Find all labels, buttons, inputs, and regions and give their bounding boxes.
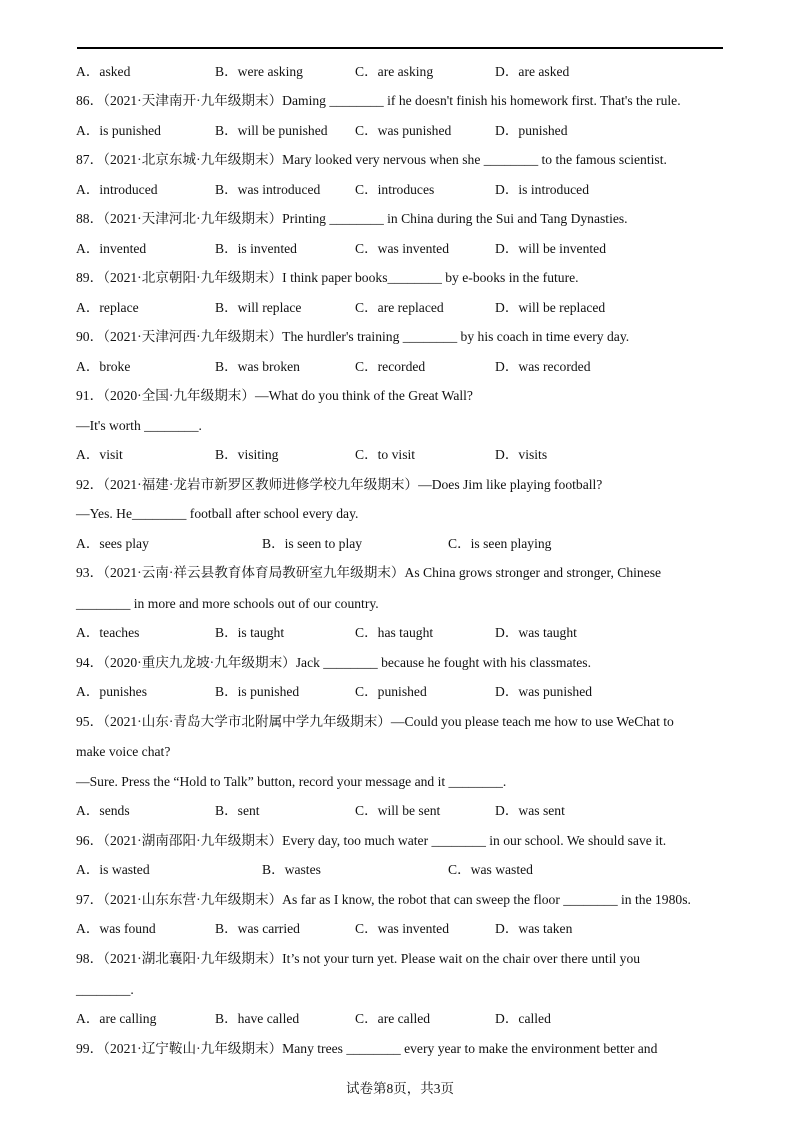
answer-option: D．will be invented	[495, 241, 606, 256]
answer-option: C．is seen playing	[448, 536, 552, 551]
answer-option: B．wastes	[262, 862, 321, 877]
answer-option: B．visiting	[215, 447, 279, 462]
question-text-line: 93．（2021·云南·祥云县教育体育局教研室九年级期末）As China grows stronger and stronger, Chinese	[76, 565, 662, 580]
answer-option: A．sends	[76, 803, 130, 818]
answer-option: A．broke	[76, 359, 131, 374]
answer-option: A．is wasted	[76, 862, 150, 877]
question-text-line: —Yes. He________ football after school every day.	[76, 506, 359, 521]
question-text-line: 99．（2021·辽宁鞍山·九年级期末）Many trees ________ every year to make the environment better and	[76, 1041, 658, 1056]
question-text-line: 95．（2021·山东·青岛大学市北附属中学九年级期末）—Could you please teach me how to use WeChat to	[76, 714, 674, 729]
question-text-line: 98．（2021·湖北襄阳·九年级期末）It’s not your turn yet. Please wait on the chair over there until you	[76, 951, 641, 966]
question-text-line: 86．（2021·天津南开·九年级期末）Daming ________ if he doesn't finish his homework first. That's the rule.	[76, 93, 681, 108]
answer-option: C．introduces	[355, 182, 435, 197]
answer-option: B．is punished	[215, 684, 300, 699]
answer-option: B．will be punished	[215, 123, 328, 138]
answer-option: A．invented	[76, 241, 147, 256]
answer-option: D．was taken	[495, 921, 573, 936]
answer-option: C．was punished	[355, 123, 452, 138]
answer-option: A．sees play	[76, 536, 149, 551]
answer-options-row	[76, 180, 730, 200]
answer-options-row	[76, 801, 730, 821]
answer-options-row	[76, 682, 730, 702]
answer-options-row	[76, 445, 730, 465]
answer-option: B．is invented	[215, 241, 297, 256]
answer-options-row	[76, 860, 730, 880]
answer-option: D．was sent	[495, 803, 565, 818]
answer-option: B．is taught	[215, 625, 285, 640]
answer-option: C．was invented	[355, 921, 450, 936]
answer-option: C．are called	[355, 1011, 431, 1026]
answer-option: C．are asking	[355, 64, 434, 79]
answer-options-row	[76, 623, 730, 643]
answer-options-row	[76, 1009, 730, 1029]
answer-options-row	[76, 534, 730, 554]
answer-option: B．was carried	[215, 921, 300, 936]
header-rule	[77, 47, 723, 49]
answer-options-row	[76, 239, 730, 259]
answer-options-row	[76, 357, 730, 377]
answer-option: B．will replace	[215, 300, 302, 315]
answer-option: A．replace	[76, 300, 139, 315]
answer-option: C．punished	[355, 684, 427, 699]
answer-option: D．are asked	[495, 64, 570, 79]
answer-option: C．to visit	[355, 447, 416, 462]
answer-option: A．introduced	[76, 182, 158, 197]
answer-option: C．has taught	[355, 625, 434, 640]
answer-option: D．was taught	[495, 625, 577, 640]
answer-option: A．was found	[76, 921, 156, 936]
answer-option: D．was recorded	[495, 359, 591, 374]
answer-options-row	[76, 121, 730, 141]
answer-option: A．are calling	[76, 1011, 157, 1026]
question-text-line: 97．（2021·山东东营·九年级期末）As far as I know, the robot that can sweep the floor ________ in the 1980s.	[76, 892, 691, 907]
answer-option: A．is punished	[76, 123, 161, 138]
answer-option: D．was punished	[495, 684, 593, 699]
answer-option: C．are replaced	[355, 300, 444, 315]
answer-option: B．were asking	[215, 64, 303, 79]
answer-options-row	[76, 919, 730, 939]
answer-option: A．asked	[76, 64, 131, 79]
answer-option: C．recorded	[355, 359, 426, 374]
answer-option: B．is seen to play	[262, 536, 363, 551]
question-text-line: ________ in more and more schools out of our country.	[76, 596, 379, 611]
answer-option: D．will be replaced	[495, 300, 606, 315]
answer-option: D．visits	[495, 447, 548, 462]
answer-option: B．sent	[215, 803, 260, 818]
answer-option: B．was broken	[215, 359, 300, 374]
answer-option: D．punished	[495, 123, 568, 138]
page-footer: 试卷第8页，共3页	[346, 1081, 454, 1096]
answer-option: A．visit	[76, 447, 123, 462]
question-text-line: —It's worth ________.	[76, 418, 202, 433]
question-text-line: 92．（2021·福建·龙岩市新罗区教师进修学校九年级期末）—Does Jim like playing football?	[76, 477, 603, 492]
answer-option: B．have called	[215, 1011, 300, 1026]
answer-option: C．will be sent	[355, 803, 441, 818]
answer-option: B．was introduced	[215, 182, 321, 197]
question-text-line: 87．（2021·北京东城·九年级期末）Mary looked very nervous when she ________ to the famous scientist.	[76, 152, 667, 167]
answer-option: C．was invented	[355, 241, 450, 256]
question-text-line: 94．（2020·重庆九龙坡·九年级期末）Jack ________ because he fought with his classmates.	[76, 655, 591, 670]
question-text-line: 91．（2020·全国·九年级期末）—What do you think of the Great Wall?	[76, 388, 473, 403]
question-text-line: make voice chat?	[76, 744, 171, 759]
answer-option: D．called	[495, 1011, 551, 1026]
answer-option: A．punishes	[76, 684, 147, 699]
question-text-line: 88．（2021·天津河北·九年级期末）Printing ________ in China during the Sui and Tang Dynasties.	[76, 211, 628, 226]
answer-option: C．was wasted	[448, 862, 533, 877]
question-text-line: ________.	[76, 982, 134, 997]
question-text-line: 89．（2021·北京朝阳·九年级期末）I think paper books________ by e-books in the future.	[76, 270, 579, 285]
answer-options-row	[76, 298, 730, 318]
question-text-line: —Sure. Press the “Hold to Talk” button, record your message and it ________.	[76, 774, 507, 789]
question-text-line: 96．（2021·湖南邵阳·九年级期末）Every day, too much water ________ in our school. We should save it.	[76, 833, 667, 848]
question-text-line: 90．（2021·天津河西·九年级期末）The hurdler's training ________ by his coach in time every day.	[76, 329, 630, 344]
answer-option: D．is introduced	[495, 182, 590, 197]
answer-option: A．teaches	[76, 625, 140, 640]
answer-options-row	[76, 62, 730, 82]
